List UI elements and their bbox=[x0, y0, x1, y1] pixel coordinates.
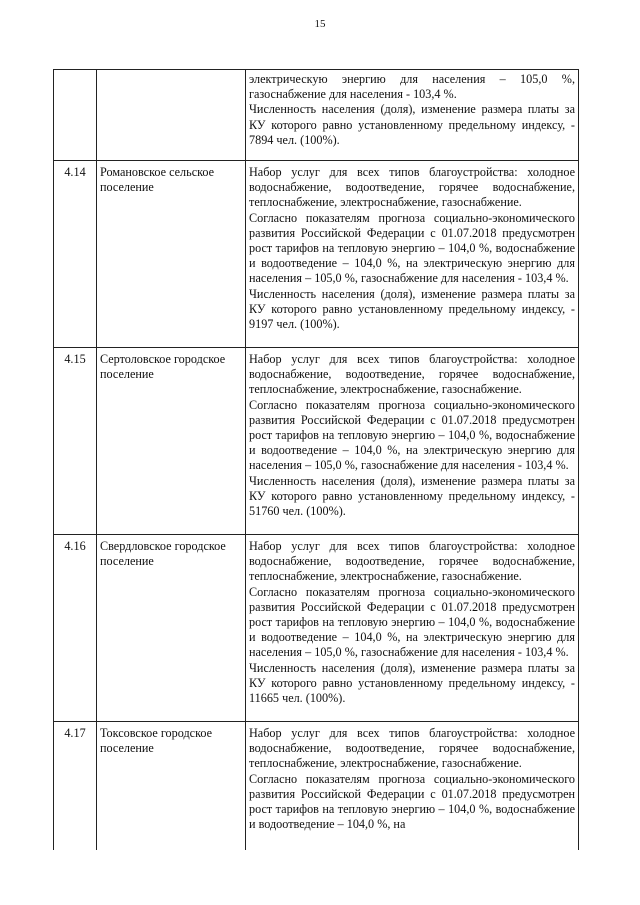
settlement-name: Токсовское городское поселение bbox=[97, 722, 246, 851]
description-paragraph: Численность населения (доля), изменение размера платы за КУ которого равно установленному предельному индексу, - 9197 чел. (100%). bbox=[249, 286, 575, 332]
description-paragraph: Численность населения (доля), изменение размера платы за КУ которого равно установленному предельному индексу, - 7894 чел. (100%). bbox=[249, 102, 575, 147]
row-number: 4.17 bbox=[54, 722, 97, 851]
table-row-4-17 bbox=[54, 722, 579, 851]
table-row-continuation bbox=[54, 70, 579, 161]
description-paragraph: Согласно показателям прогноза социально-экономического развития Российской Федерации с 01.07.2018 предусмотрен рост тарифов на тепловую энергию – 104,0 %, водоснабжение и водоотведение – 104,0 %, на электрическую энергию для населения – 105,0 %, газоснабжение для населения - 103,4 %. bbox=[249, 397, 575, 473]
settlement-name: Свердловское городское поселение bbox=[97, 535, 246, 722]
description-paragraph: Численность населения (доля), изменение размера платы за КУ которого равно установленному предельному индексу, - 51760 чел. (100%). bbox=[249, 473, 575, 519]
table-row-4-16 bbox=[54, 535, 579, 722]
description-paragraph: Согласно показателям прогноза социально-экономического развития Российской Федерации с 01.07.2018 предусмотрен рост тарифов на тепловую энергию – 104,0 %, водоснабжение и водоотведение – 104,0 %, на электрическую энергию для населения – 105,0 %, газоснабжение для населения - 103,4 %. bbox=[249, 210, 575, 286]
description-paragraph: Набор услуг для всех типов благоустройства: холодное водоснабжение, водоотведение, горячее водоснабжение, теплоснабжение, электроснабжение, газоснабжение. bbox=[249, 352, 575, 397]
row-number: 4.16 bbox=[54, 535, 97, 722]
description-paragraph: Согласно показателям прогноза социально-экономического развития Российской Федерации с 01.07.2018 предусмотрен рост тарифов на тепловую энергию – 104,0 %, водоснабжение и водоотведение – 104,0 %, на электрическую энергию для населения – 105,0 %, газоснабжение для населения - 103,4 %. bbox=[249, 584, 575, 660]
description-paragraph: электрическую энергию для населения – 105,0 %, газоснабжение для населения - 103,4 %. bbox=[249, 72, 575, 102]
description-paragraph: Согласно показателям прогноза социально-экономического развития Российской Федерации с 01.07.2018 предусмотрен рост тарифов на тепловую энергию – 104,0 %, водоснабжение и водоотведение – 104,0 %, на bbox=[249, 771, 575, 832]
tariff-table bbox=[53, 69, 579, 850]
settlement-name: Сертоловское городское поселение bbox=[97, 348, 246, 535]
description-paragraph: Набор услуг для всех типов благоустройства: холодное водоснабжение, водоотведение, горячее водоснабжение, теплоснабжение, электроснабжение, газоснабжение. bbox=[249, 539, 575, 584]
row-description bbox=[246, 722, 579, 851]
row-description bbox=[246, 161, 579, 348]
row-number bbox=[54, 70, 97, 161]
description-paragraph: Численность населения (доля), изменение размера платы за КУ которого равно установленному предельному индексу, - 11665 чел. (100%). bbox=[249, 660, 575, 706]
page-number: 15 bbox=[314, 18, 326, 30]
table-row-4-14 bbox=[54, 161, 579, 348]
row-number: 4.15 bbox=[54, 348, 97, 535]
row-description bbox=[246, 70, 579, 161]
description-paragraph: Набор услуг для всех типов благоустройства: холодное водоснабжение, водоотведение, горячее водоснабжение, теплоснабжение, электроснабжение, газоснабжение. bbox=[249, 165, 575, 210]
settlement-name bbox=[97, 70, 246, 161]
settlement-name: Романовское сельское поселение bbox=[97, 161, 246, 348]
row-description bbox=[246, 535, 579, 722]
row-description bbox=[246, 348, 579, 535]
description-paragraph: Набор услуг для всех типов благоустройства: холодное водоснабжение, водоотведение, горячее водоснабжение, теплоснабжение, электроснабжение, газоснабжение. bbox=[249, 726, 575, 771]
table-row-4-15 bbox=[54, 348, 579, 535]
row-number: 4.14 bbox=[54, 161, 97, 348]
